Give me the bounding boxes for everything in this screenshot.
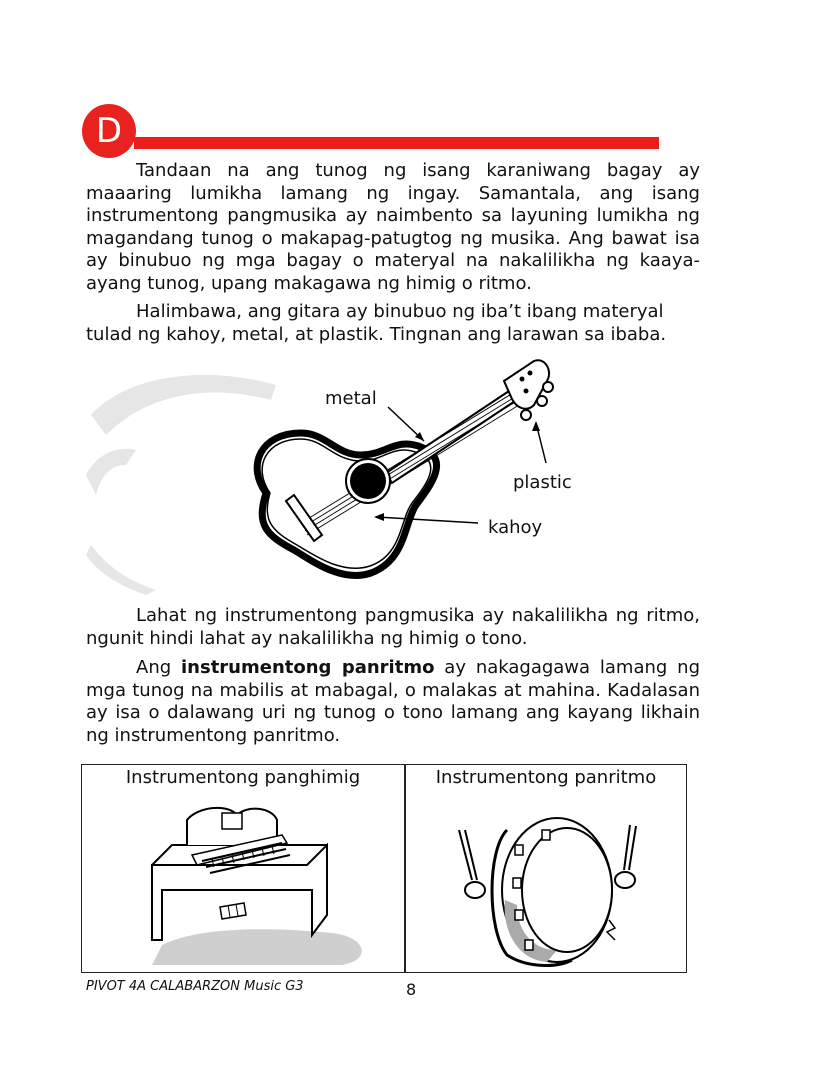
paragraph-intro: Tandaan na ang tunog ng isang karaniwang bagay ay maaaring lumikha lamang ng ingay. Samantala, ang isang instrumentong pangmusika ay naimbento sa layuning lumikha ng magandang tunog o makapag-patugtog ng musika. Ang bawat isa ay binubuo ng mga bagay o materyal na nakalilikha ng kaaya-ayang tunog, upang makagawa ng himig o ritmo. bbox=[86, 160, 700, 294]
header-panghimig: Instrumentong panghimig bbox=[125, 767, 361, 788]
paragraph-rhythm: Lahat ng instrumentong pangmusika ay nakalilikha ng ritmo, ngunit hindi lahat ay nakalilikha ng himig o tono. bbox=[86, 605, 700, 649]
term-instrumentong-panritmo: instrumentong panritmo bbox=[181, 657, 435, 678]
section-header-bar bbox=[134, 137, 659, 149]
instrument-table bbox=[81, 764, 687, 973]
label-kahoy: kahoy bbox=[488, 517, 543, 538]
p4-prefix: Ang bbox=[136, 657, 181, 678]
label-metal: metal bbox=[325, 388, 377, 409]
guitar-figure bbox=[86, 355, 700, 595]
guitar-illustration bbox=[86, 355, 700, 595]
paragraph-panritmo bbox=[86, 657, 700, 747]
table-divider bbox=[404, 765, 406, 972]
p4-suffix: ay nakagagawa lamang ng mga tunog na mabilis at mabagal, o malakas at mahina. Kadalasan ay isa o dalawang uri ng tunog o tono lamang ang kayang likhain ng instrumentong panritmo. bbox=[86, 657, 701, 746]
organ-icon bbox=[132, 795, 372, 965]
background-watermark bbox=[86, 375, 276, 595]
paragraph-guitar-example: Halimbawa, ang gitara ay binubuo ng iba’t ibang materyal tulad ng kahoy, metal, at plastik. Tingnan ang larawan sa ibaba. bbox=[86, 301, 667, 345]
footer-source: PIVOT 4A CALABARZON Music G3 bbox=[86, 979, 304, 994]
label-plastic: plastic bbox=[513, 472, 572, 493]
header-panritmo: Instrumentong panritmo bbox=[435, 767, 657, 788]
section-badge: D bbox=[82, 104, 136, 158]
page-number: 8 bbox=[406, 980, 417, 999]
drum-icon bbox=[437, 790, 647, 970]
